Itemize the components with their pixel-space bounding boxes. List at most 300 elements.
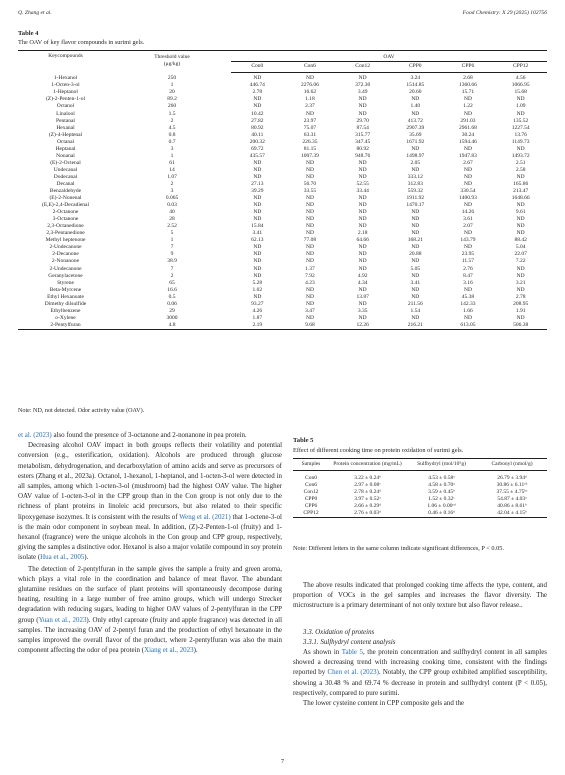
table-cell: 2.37: [305, 103, 315, 110]
table5-header: Samples: [293, 459, 329, 471]
table-cell: 250: [167, 75, 177, 82]
table-cell: 2.97 ± 0.08ᶜ: [354, 481, 381, 488]
table-cell: 0.06: [167, 300, 177, 307]
table-cell: ND: [516, 230, 525, 237]
table-cell: ND: [306, 173, 314, 180]
paragraph: [18, 430, 282, 440]
left-text-column: [18, 430, 282, 655]
table-cell: 1007.39: [301, 152, 319, 159]
table-cell: 42.04 ± 4.15ᵇ: [477, 509, 547, 517]
table-cell: 23.95: [461, 251, 475, 258]
table-cell: ND: [253, 272, 262, 279]
table-cell: ND: [358, 166, 367, 173]
table-cell: 2.18: [357, 230, 368, 237]
table-cell: 613.05: [442, 322, 495, 330]
table-cell: 1671.92: [406, 138, 425, 145]
table-cell: ND: [253, 202, 262, 209]
table-cell: 2.66 ± 0.29ᵈ: [354, 502, 381, 509]
table-cell: 75.07: [303, 124, 317, 131]
table-cell: ND: [516, 272, 525, 279]
table-cell: Beta-Myrcene: [49, 286, 82, 293]
table-cell: 2907.39: [406, 124, 425, 131]
table-cell: Dodecanal: [53, 173, 78, 180]
table-cell: ND: [306, 75, 314, 82]
table-cell: 143.79: [460, 237, 476, 244]
table-cell: 4.23: [305, 279, 315, 286]
table-cell: ND: [463, 166, 472, 173]
table-cell: ND: [411, 145, 420, 152]
table4-subheader-cpp12: CPP12: [494, 62, 547, 73]
table-cell: ND: [253, 293, 262, 300]
table-cell: ND: [306, 286, 314, 293]
table-cell: 4.34: [357, 279, 368, 286]
table-cell: ND: [411, 166, 420, 173]
table-cell: ND: [358, 75, 367, 82]
table-cell: 506.38: [494, 322, 547, 330]
table-cell: 20: [169, 89, 175, 96]
table-cell: 7.22: [515, 258, 526, 265]
table-cell: 4.58 ± 0.70ᵃ: [428, 481, 455, 488]
table-cell: ND: [411, 216, 420, 223]
table-cell: 3.41: [252, 230, 263, 237]
table-cell: 81.15: [303, 145, 317, 152]
table-cell: 3.61: [463, 216, 473, 223]
paragraph-text: ).: [193, 646, 198, 655]
table-cell: 65: [169, 279, 175, 286]
table-cell: 5.04: [515, 244, 526, 251]
citation-link[interactable]: et al. (2023): [18, 431, 52, 439]
table5-header: Sulfhydryl (mol/10⁵g): [406, 459, 477, 471]
table-cell: ND: [306, 202, 314, 209]
table-cell: 2-Pentylfuran: [18, 322, 113, 330]
table-row: [18, 294, 547, 301]
table-cell: Heptanal: [55, 145, 76, 152]
table-cell: 56.70: [303, 180, 317, 187]
table-cell: 9: [170, 251, 174, 258]
table-cell: ND: [306, 251, 314, 258]
table-cell: 2-Undecanone: [49, 244, 82, 251]
table-cell: 1066.95: [511, 82, 530, 89]
table-cell: o-Xylene: [55, 314, 76, 321]
table-cell: ND: [516, 110, 525, 117]
table-cell: 5: [170, 230, 174, 237]
table-cell: 3.21: [515, 279, 526, 286]
table-cell: Con0: [305, 474, 317, 481]
table-cell: Con6: [305, 481, 317, 488]
table-cell: 88.42: [514, 237, 527, 244]
table-cell: 45.38: [461, 293, 475, 300]
table-cell: 1: [170, 237, 174, 244]
running-header-authors: Q. Zhang et al.: [18, 10, 52, 16]
table-cell: ND: [306, 159, 314, 166]
table-cell: 1.02: [252, 286, 263, 293]
table-cell: 27.13: [251, 180, 264, 187]
table-cell: 1149.73: [511, 138, 530, 145]
table-cell: Ethylbenzene: [50, 307, 81, 314]
table-row: [18, 118, 547, 125]
table-cell: 87.54: [356, 124, 369, 131]
citation-link[interactable]: Yuan et al., 2023: [38, 615, 87, 624]
table-cell: 1947.83: [459, 152, 477, 159]
table-cell: 1498.97: [406, 152, 425, 159]
table-cell: ND: [358, 110, 367, 117]
table-cell: ND: [358, 251, 367, 258]
table-cell: 80.92: [356, 145, 369, 152]
table-row: [18, 280, 547, 287]
table-cell: ND: [306, 244, 314, 251]
table-cell: ND: [253, 159, 262, 166]
table-cell: ND: [411, 286, 420, 293]
table-cell: 2276.06: [301, 82, 319, 89]
table-row: [293, 502, 547, 509]
table-cell: ND: [306, 209, 314, 216]
table-cell: 0.065: [165, 195, 179, 202]
table-cell: 1.40: [410, 103, 421, 110]
table-cell: 40.86 ± 8.61ᵇ: [497, 502, 527, 509]
table4-subheader-con12: Con12: [336, 62, 389, 73]
table-row: [293, 471, 547, 482]
table-row: [18, 301, 547, 308]
table-cell: 1.37: [305, 265, 315, 272]
paragraph-text: Decreasing alcohol OAV impact in both groups reflects their volatility and potential conversion (e.g., esterification, oxidation). Alcohols are produced through glucose metabolism, dehydrogenation, and decarboxylation of amino acids and serve as precursors of esters (Zhang et al., 2023a). Octanol, 1-hexanol, 1-heptanol, and 1-octen-3-ol were detected in all samples, among which 1-octen-3-ol (mushroom) had the highest OAV value. The higher OAV value of 1-octen-3-ol in the CPP group than in the Con group is not only due to the richness of plant proteins in linoleic acid precursors, but also related to their specific lipoxygenase isozymes. It is consistent with the results of: [18, 441, 282, 521]
table-cell: 35.69: [409, 131, 422, 138]
table-cell: ND: [516, 173, 525, 180]
table5-title: Table 5: [293, 437, 314, 444]
table-cell: 20.88: [409, 251, 422, 258]
table-cell: 1-Heptanol: [53, 89, 78, 96]
table-cell: 2.78 ± 0.24ᵈ: [354, 488, 381, 495]
table-cell: 13.76: [514, 131, 527, 138]
table-cell: 30.24: [461, 131, 475, 138]
table-cell: 3.97 ± 0.52ᵃ: [354, 495, 381, 502]
table-cell: 1648.66: [511, 195, 530, 202]
table-cell: 5.05: [410, 265, 421, 272]
table4-subheader-con0: Con0: [231, 62, 284, 73]
table-cell: 29.70: [356, 117, 369, 124]
table-cell: ND: [253, 258, 262, 265]
table4: [18, 50, 547, 330]
table-reference-link[interactable]: Table 5: [341, 648, 363, 657]
table-cell: 200.32: [249, 138, 265, 145]
table-cell: 168.21: [407, 237, 423, 244]
subsection-heading: 3.3.1. Sulfhydryl content analysis: [303, 637, 396, 646]
table-cell: ND: [463, 314, 472, 321]
table-cell: (Z)-2-Penten-1-ol: [45, 96, 86, 103]
table-cell: ND: [306, 258, 314, 265]
table-cell: 2: [170, 272, 174, 279]
table-cell: 315.77: [355, 131, 371, 138]
table-cell: 33.55: [303, 188, 317, 195]
table-row: [293, 509, 547, 517]
table-cell: (E,E)-2,4-Decadienal: [41, 202, 90, 209]
table-cell: Geranylacetone: [48, 272, 83, 279]
table-cell: 4.53 ± 0.58ᵃ: [428, 474, 455, 481]
table4-caption: The OAV of key flavor compounds in surimi gels.: [18, 39, 145, 46]
table-cell: 330.54: [460, 188, 476, 195]
paragraph: The lower cysteine content in CPP composite gels and the: [303, 699, 465, 708]
table-row: [293, 488, 547, 495]
table-cell: 2-Decanone: [52, 251, 79, 258]
table-cell: ND: [253, 216, 262, 223]
table4-subheader-con6: Con6: [284, 62, 337, 73]
table-cell: ND: [306, 314, 314, 321]
table-cell: 40: [169, 209, 175, 216]
table5-note: Note: Different letters in the same column indicate significant differences, P < 0.05.: [293, 545, 504, 552]
table-cell: 211.56: [407, 300, 423, 307]
table-cell: 39.29: [251, 188, 264, 195]
table-cell: 37.55 ± 4.75ᵇᶜ: [496, 488, 528, 495]
table-cell: 30.86 ± 6.11ᶜᵈ: [496, 481, 528, 488]
table-cell: ND: [463, 96, 472, 103]
table-cell: 7: [170, 244, 174, 251]
table-cell: 2,3-Octanedione: [47, 223, 84, 230]
table-cell: 3.35: [357, 307, 368, 314]
table-cell: ND: [253, 209, 262, 216]
table-cell: 3.49: [357, 89, 368, 96]
table-cell: ND: [358, 223, 367, 230]
table-cell: ND: [411, 293, 420, 300]
table-cell: 23.97: [303, 117, 317, 124]
table-row: [293, 495, 547, 502]
table-cell: ND: [253, 96, 262, 103]
table-cell: 4.92: [357, 272, 368, 279]
table-cell: 4.56: [515, 75, 526, 82]
table4-header-oav: OAV: [231, 51, 547, 62]
table-cell: 2.52: [167, 223, 177, 230]
table4-header-keycompounds: Keycompounds: [48, 53, 83, 59]
table-cell: 80.92: [251, 124, 264, 131]
table-cell: 26.79 ± 3.94ᵈ: [497, 474, 527, 481]
table-cell: Octanol: [56, 103, 75, 110]
table-cell: ND: [358, 103, 367, 110]
table-cell: ND: [358, 96, 367, 103]
table-cell: 216.21: [389, 322, 442, 330]
table-cell: ND: [411, 314, 420, 321]
table-cell: ND: [463, 230, 472, 237]
paragraph: [18, 440, 282, 562]
table-cell: 63.31: [303, 131, 317, 138]
table-cell: ND: [306, 293, 314, 300]
table-cell: 208.95: [513, 300, 529, 307]
table-cell: 413.72: [407, 117, 423, 124]
table-row: [18, 104, 547, 111]
table-cell: 1.87: [252, 314, 263, 321]
running-header-journal: Food Chemistry: X 29 (2025) 102756: [462, 10, 547, 16]
table-cell: ND: [516, 216, 525, 223]
table-cell: Decanal: [56, 180, 75, 187]
paragraph-text: The detection of 2-pentylfuran in the sample gives the sample a fruity and green aroma, which plays a vital role in the coordination and balance of meat flavor. The abundant glutamine residues on the surface of plant proteins will spontaneously decompose during heating, resulting in a large number of free amino groups, which will undergo Strecker degradation with reducing sugars, leading to higher OAV values of 2-pentylfuran in the CPP group (: [18, 564, 282, 624]
table-cell: 1.22: [463, 103, 473, 110]
table5-header: Protein concentration (mg/mL): [329, 459, 406, 471]
table-cell: ND: [253, 251, 262, 258]
table-cell: ND: [306, 230, 314, 237]
table-cell: ND: [516, 202, 525, 209]
table-cell: ND: [358, 314, 367, 321]
table-cell: 2.76: [463, 265, 473, 272]
table-cell: 1594.46: [459, 138, 477, 145]
table4-title: Table 4: [18, 30, 39, 37]
table-cell: 4.26: [252, 307, 263, 314]
page-number: 7: [280, 758, 285, 765]
table-cell: 15.68: [514, 89, 527, 96]
table-cell: 15.84: [251, 223, 264, 230]
table-cell: 2.67: [463, 159, 473, 166]
table-cell: 291.03: [460, 117, 476, 124]
table4-note: Note: ND, not detected. Odor activity value (OAV).: [18, 408, 145, 414]
paragraph-text: ).: [84, 553, 89, 562]
table-cell: (E)-2-Octenal: [50, 159, 81, 166]
table-cell: 5.28: [252, 279, 263, 286]
table-cell: 2.68: [463, 75, 473, 82]
table-cell: Pentanal: [56, 117, 75, 124]
table-cell: 89.2: [167, 96, 177, 103]
table-cell: 1227.54: [511, 124, 530, 131]
table-cell: 2.78: [252, 89, 263, 96]
table-cell: ND: [253, 195, 262, 202]
table-cell: ND: [358, 216, 367, 223]
table-cell: ND: [253, 265, 262, 272]
table-cell: 3.41: [410, 279, 421, 286]
table-cell: ND: [253, 173, 262, 180]
table-cell: 4.8: [113, 322, 231, 330]
table-cell: ND: [306, 300, 314, 307]
table-cell: 38.9: [167, 258, 177, 265]
table-cell: 135.52: [513, 117, 529, 124]
table-row: [18, 259, 547, 266]
table-cell: 52.55: [356, 180, 369, 187]
table-cell: 69.72: [251, 145, 264, 152]
table-cell: 11.57: [461, 258, 475, 265]
table-cell: 1.66: [463, 307, 473, 314]
table-cell: ND: [358, 202, 367, 209]
table4-header-threshold: Threshold value: [154, 54, 190, 60]
table-cell: ND: [411, 209, 420, 216]
table-cell: ND: [306, 166, 314, 173]
table4-subheader-cpp0: CPP0: [389, 62, 442, 73]
table-cell: 1.52 ± 0.32ᶜ: [428, 495, 455, 502]
table-cell: 2: [170, 180, 174, 187]
table-cell: ND: [516, 145, 525, 152]
table-cell: 446.74: [249, 82, 265, 89]
table-cell: ND: [253, 75, 262, 82]
table-cell: 1.91: [515, 307, 526, 314]
table5: [293, 458, 547, 518]
table-cell: 7: [170, 265, 174, 272]
citation-link[interactable]: Weng et al. (2021): [179, 512, 231, 521]
table-cell: ND: [411, 110, 420, 117]
table-cell: ND: [516, 223, 525, 230]
table-cell: ND: [411, 223, 420, 230]
table-cell: 64.66: [356, 237, 369, 244]
table5-caption: Effect of different cooking time on protein oxidation of surimi gels.: [293, 447, 464, 454]
table-cell: 16.6: [167, 286, 177, 293]
table-cell: 1.06 ± 0.00ᶜᵈ: [427, 502, 456, 509]
table-cell: 435.57: [249, 152, 265, 159]
table-cell: Styrene: [57, 279, 74, 286]
table-cell: 29: [169, 307, 175, 314]
paragraph-text: , the protein concentration and sulfhydryl content in all samples showed a decreasing trend with increasing cooking time, consistent with the findings reported by: [293, 648, 547, 677]
table-cell: ND: [358, 300, 367, 307]
table-cell: 2-Octanone: [52, 209, 79, 216]
table-cell: 2961.68: [459, 124, 477, 131]
table-cell: 2,3-Pentanedione: [46, 230, 85, 237]
table-cell: 1911.92: [406, 195, 425, 202]
table-cell: 1.07: [167, 173, 177, 180]
table-cell: CPP6: [304, 502, 318, 509]
table-cell: ND: [253, 244, 262, 251]
table-cell: 13.87: [356, 293, 369, 300]
table-cell: ND: [306, 223, 314, 230]
table-cell: 0.03: [167, 202, 177, 209]
table-cell: 0.5: [168, 293, 176, 300]
citation-link[interactable]: Hua et al., 2005: [40, 553, 85, 562]
table-cell: ND: [306, 216, 314, 223]
table-cell: ND: [463, 244, 472, 251]
table-cell: 559.32: [407, 188, 423, 195]
table-cell: ND: [358, 173, 367, 180]
table-cell: ND: [463, 180, 472, 187]
table-cell: 1400.93: [459, 195, 477, 202]
table-cell: (Z)-4-Heptenal: [48, 131, 83, 138]
table-cell: ND: [411, 272, 420, 279]
table-cell: 2-Undecanone: [49, 265, 82, 272]
table-cell: Octanal: [56, 138, 75, 145]
table-row: [18, 287, 547, 294]
table-row: [293, 481, 547, 488]
table-cell: ND: [358, 159, 367, 166]
table-cell: 77.08: [303, 237, 317, 244]
table-cell: 312.83: [407, 180, 423, 187]
citation-link[interactable]: Chen et al. (2023): [327, 668, 379, 677]
paragraph-text: also found the presence of 3-octanone and 2-nonanone in pea protein.: [51, 431, 247, 439]
table-cell: 347.45: [355, 138, 371, 145]
table-cell: ND: [516, 96, 525, 103]
table-cell: 2.51: [515, 159, 526, 166]
table-cell: 1: [170, 82, 174, 89]
table-cell: ND: [358, 258, 367, 265]
table-cell: 1.5: [168, 110, 176, 117]
paragraph-text: ). Only ethyl caproate (fruity and apple fragrance) was detected in all samples. The increasing OAV of 2-pentyl furan and the production of ethyl hexanoate in the samples improved the overall flavor of the product, where 2-pentylfuran was also the main component affecting the odor of pea protein (: [18, 615, 282, 655]
table-cell: 7.92: [305, 272, 315, 279]
table-cell: 9.68: [284, 322, 337, 330]
table-cell: ND: [253, 103, 262, 110]
table-cell: 372.30: [355, 82, 371, 89]
table-cell: 1360.66: [459, 82, 477, 89]
table-cell: 2.76 ± 0.03ᵈ: [329, 509, 406, 517]
table-cell: Ethyl Hexanoate: [47, 293, 84, 300]
table-cell: 14.26: [461, 209, 475, 216]
table-cell: 3000: [166, 314, 178, 321]
table-cell: ND: [358, 286, 367, 293]
table-cell: 2: [170, 117, 174, 124]
table-cell: ND: [463, 173, 472, 180]
table-cell: Undecanal: [53, 166, 78, 173]
table-cell: 213.47: [513, 188, 529, 195]
table-cell: ND: [463, 202, 472, 209]
table-cell: 1493.72: [511, 152, 530, 159]
table-cell: 1-Octen-3-ol: [51, 82, 80, 89]
table-cell: 61: [169, 159, 175, 166]
table-cell: Hexanal: [56, 124, 75, 131]
table-cell: 1.09: [515, 103, 526, 110]
table-cell: 1470.17: [406, 202, 425, 209]
table-cell: 260: [167, 103, 177, 110]
table-cell: 22.07: [514, 251, 527, 258]
table-cell: ND: [358, 195, 367, 202]
citation-link[interactable]: Xiang et al., 2023: [144, 646, 194, 655]
table-cell: 3-Octanone: [52, 216, 79, 223]
table-cell: 1.18: [305, 96, 315, 103]
